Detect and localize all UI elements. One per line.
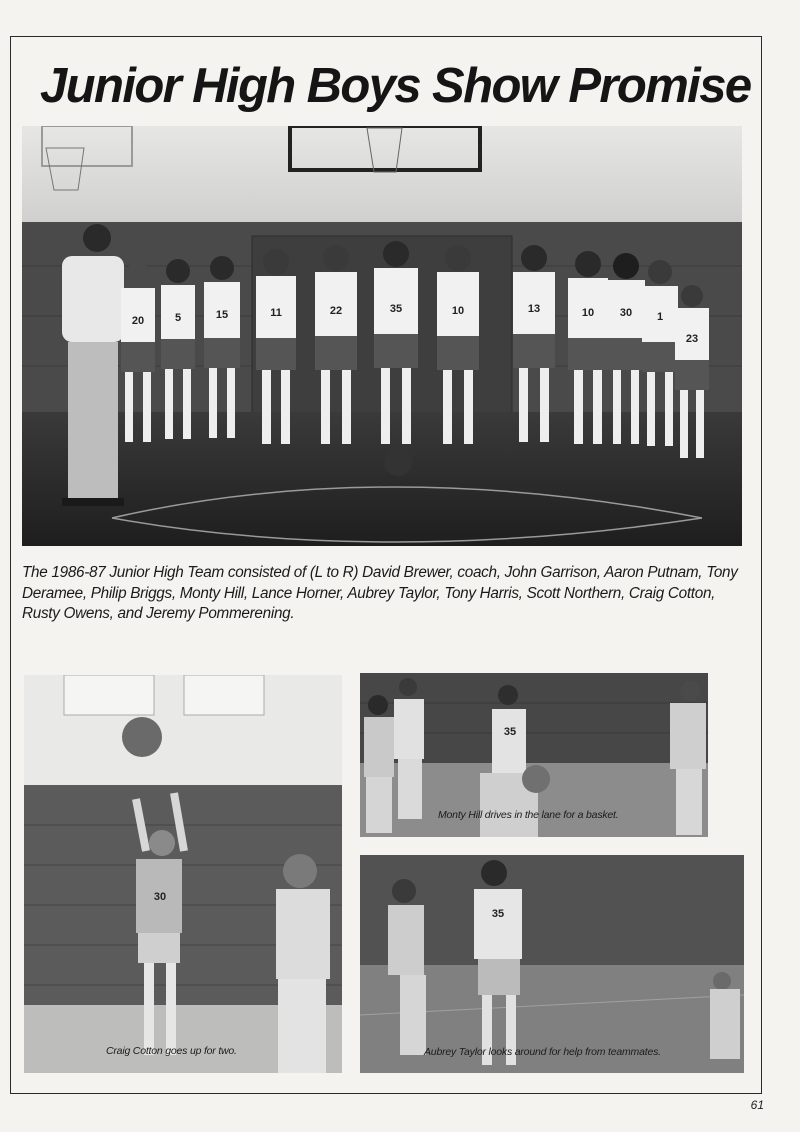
svg-text:30: 30: [153, 891, 167, 903]
action-photo-aubrey-taylor: [360, 855, 744, 1073]
aubrey-taylor-caption: Aubrey Taylor looks around for help from teammates.: [424, 1046, 661, 1058]
craig-cotton-caption: Craig Cotton goes up for two.: [106, 1045, 237, 1057]
page-headline: Junior High Boys Show Promise: [40, 59, 751, 113]
svg-text:35: 35: [491, 908, 505, 920]
action-photo-craig-cotton: [24, 675, 342, 1073]
basketball-icon: [122, 717, 162, 757]
team-photo: [22, 126, 742, 546]
action-photo-monty-hill: [360, 673, 708, 837]
svg-text:35: 35: [503, 726, 517, 738]
svg-text:10: 10: [451, 305, 465, 317]
team-photo-caption: The 1986-87 Junior High Team consisted of (L to R) David Brewer, coach, John Garrison, Aaron Putnam, Tony Deramee, Philip Briggs, Monty Hill, Lance Horner, Aubrey Taylor, Tony Harris, Scott Northern, Craig Cotton, Rusty Owens, and Jeremy Pommerening.: [22, 564, 738, 622]
svg-text:22: 22: [329, 305, 343, 317]
basketball-icon: [384, 448, 412, 476]
page-number: 61: [750, 1098, 764, 1112]
svg-text:10: 10: [581, 307, 595, 319]
svg-text:1: 1: [656, 311, 664, 323]
svg-text:30: 30: [619, 307, 633, 319]
monty-hill-caption: Monty Hill drives in the lane for a basket.: [438, 809, 619, 821]
svg-text:5: 5: [174, 312, 182, 324]
svg-text:11: 11: [270, 307, 282, 319]
svg-text:35: 35: [389, 303, 403, 315]
svg-text:20: 20: [131, 315, 145, 327]
svg-text:13: 13: [527, 303, 541, 315]
coach-figure: [62, 224, 124, 506]
svg-text:23: 23: [685, 333, 699, 345]
svg-text:15: 15: [215, 309, 229, 321]
